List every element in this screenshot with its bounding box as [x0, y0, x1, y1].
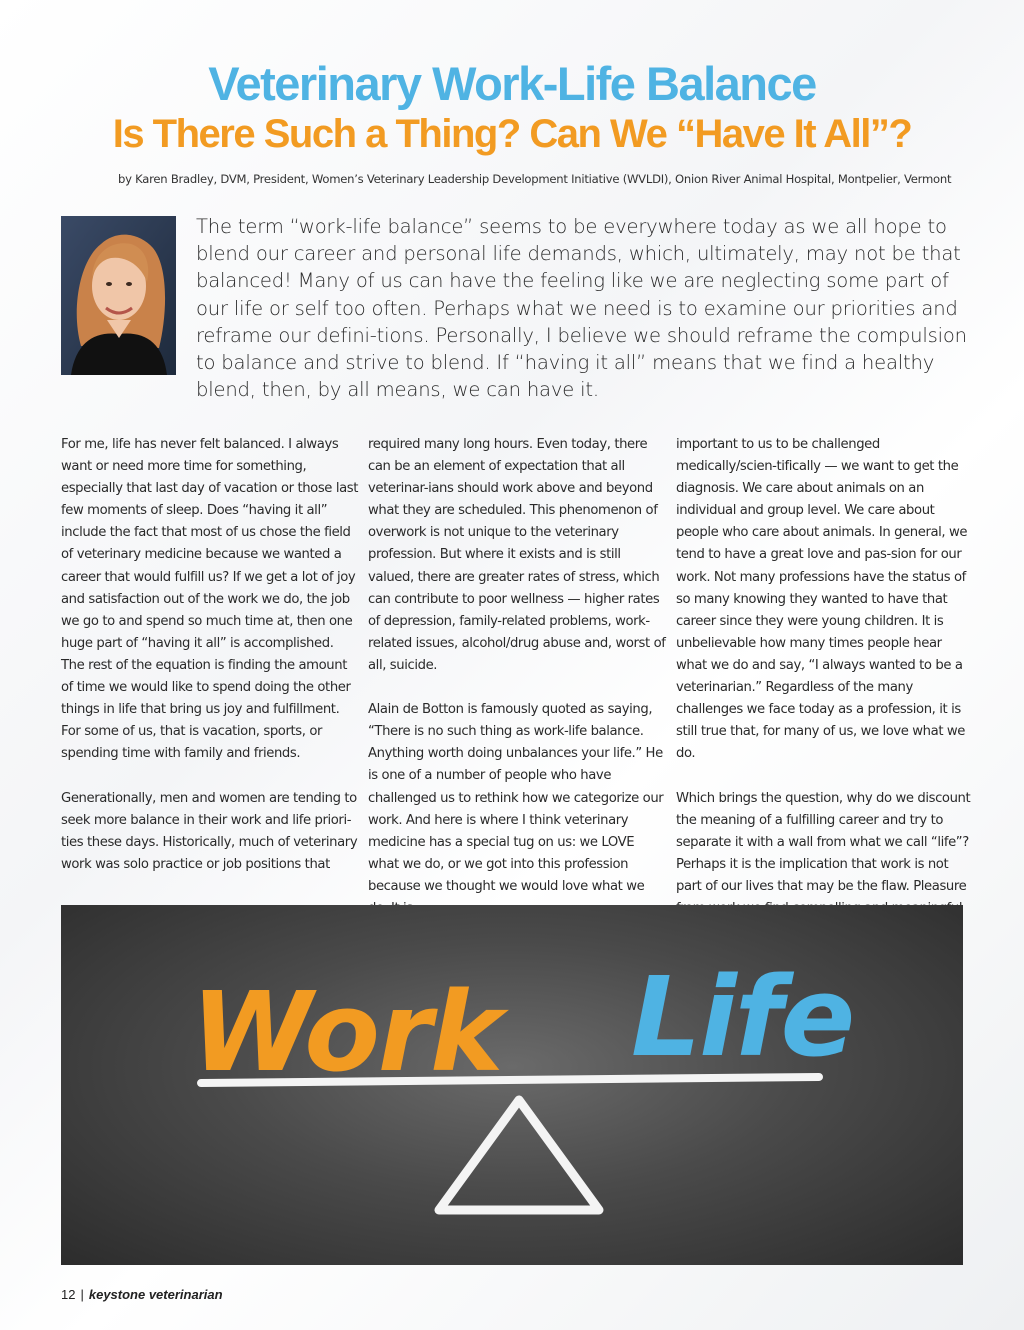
page-number: 12	[61, 1287, 76, 1302]
body-paragraph: For me, life has never felt balanced. I always want or need more time for something, especially that last day of vacation or those last few moments of sleep. Does “having it all” include the fact that most of us chose the field of veterinary medicine because we wanted a career that would fulfill us? If we get a lot of joy and satisfaction out of the work we do, the job we go to and spend so much time at, then one huge part of “having it all” is accomplished. The rest of the equation is finding the amount of time we would like to spend doing the other things in life that bring us joy and fulfillment. For some of us, that is vacation, sports, or spending time with family and friends.	[61, 437, 359, 762]
body-column-2	[368, 434, 666, 942]
footer-separator: |	[80, 1287, 84, 1302]
article-title: Veterinary Work-Life Balance	[208, 57, 816, 110]
body-paragraph: Generationally, men and women are tending to seek more balance in their work and life priori-ties these days. Historically, much of veterinary work was solo practice or job positions that	[61, 790, 358, 872]
article-subtitle: Is There Such a Thing? Can We “Have It All”?	[112, 112, 912, 156]
body-paragraph: required many long hours. Even today, there can be an element of expectation that all veterinar-ians should work above and beyond what they are scheduled. This phenomenon of overwork is not unique to the veterinary profession. But where it exists and is still valued, there are greater rates of stress, which can contribute to poor wellness — higher rates of depression, family-related problems, work-related issues, alcohol/drug abuse and, worst of all, suicide.	[368, 437, 666, 673]
page-footer	[61, 1287, 223, 1302]
body-column-1	[61, 434, 359, 898]
seesaw-fulcrum	[439, 1100, 599, 1210]
magazine-name: keystone veterinarian	[88, 1287, 223, 1302]
intro-paragraph: The term “work-life balance” seems to be everywhere today as we all hope to blend our career and personal life demands, which, ultimately, may not be that balanced! Many of us can have the feeling like we are neglecting some part of our life or self too often. Perhaps what we need is to examine our priorities and reframe our defini-tions. Personally, I believe we should reframe the compulsion to balance and strive to blend. If “having it all” means that we find a healthy blend, then, by all means, we can have it.	[196, 215, 967, 402]
body-paragraph: Alain de Botton is famously quoted as saying, “There is no such thing as work-life balance. Anything worth doing unbalances your life.” He is one of a number of people who have challenged us to rethink how we categorize our work. And here is where I think veterinary medicine has a special tug on us: we LOVE what we do, or we got into this profession because we thought we would love what we	[368, 702, 664, 894]
work-chalk-text: Work	[191, 968, 502, 1096]
author-byline: by Karen Bradley, DVM, President, Women’s Veterinary Leadership Development Initiative (WVLDI), Onion River Animal Hospital, Montpelier, Vermont	[118, 172, 952, 186]
body-paragraph: Which brings the question, why do we discount the meaning of a fulfilling career and try to separate it with a wall from what we call “life”? Perhaps it is the implication that work is not part of our lives that may be the flaw. Pleasure	[676, 790, 971, 894]
life-chalk-text: Life	[631, 953, 854, 1081]
body-paragraph: important to us to be challenged medically/scien-tifically — we want to get the diagnosis. We care about animals on an individual and group level. We care about people who care about animals. In general, we tend to have a great love and pas-sion for our work. Not many professions have the status of so many knowing they wanted to have that career since they were young children. It is unbelievable how many times people hear what we do and say, “I always wanted to be a veterinarian.” Regardless of the many challenges we face today as a profession, it is still true that, for many of us, we love what we do.	[676, 437, 968, 762]
author-photo	[61, 216, 176, 375]
work-life-chalkboard-image	[61, 905, 963, 1265]
body-column-3	[676, 434, 974, 964]
